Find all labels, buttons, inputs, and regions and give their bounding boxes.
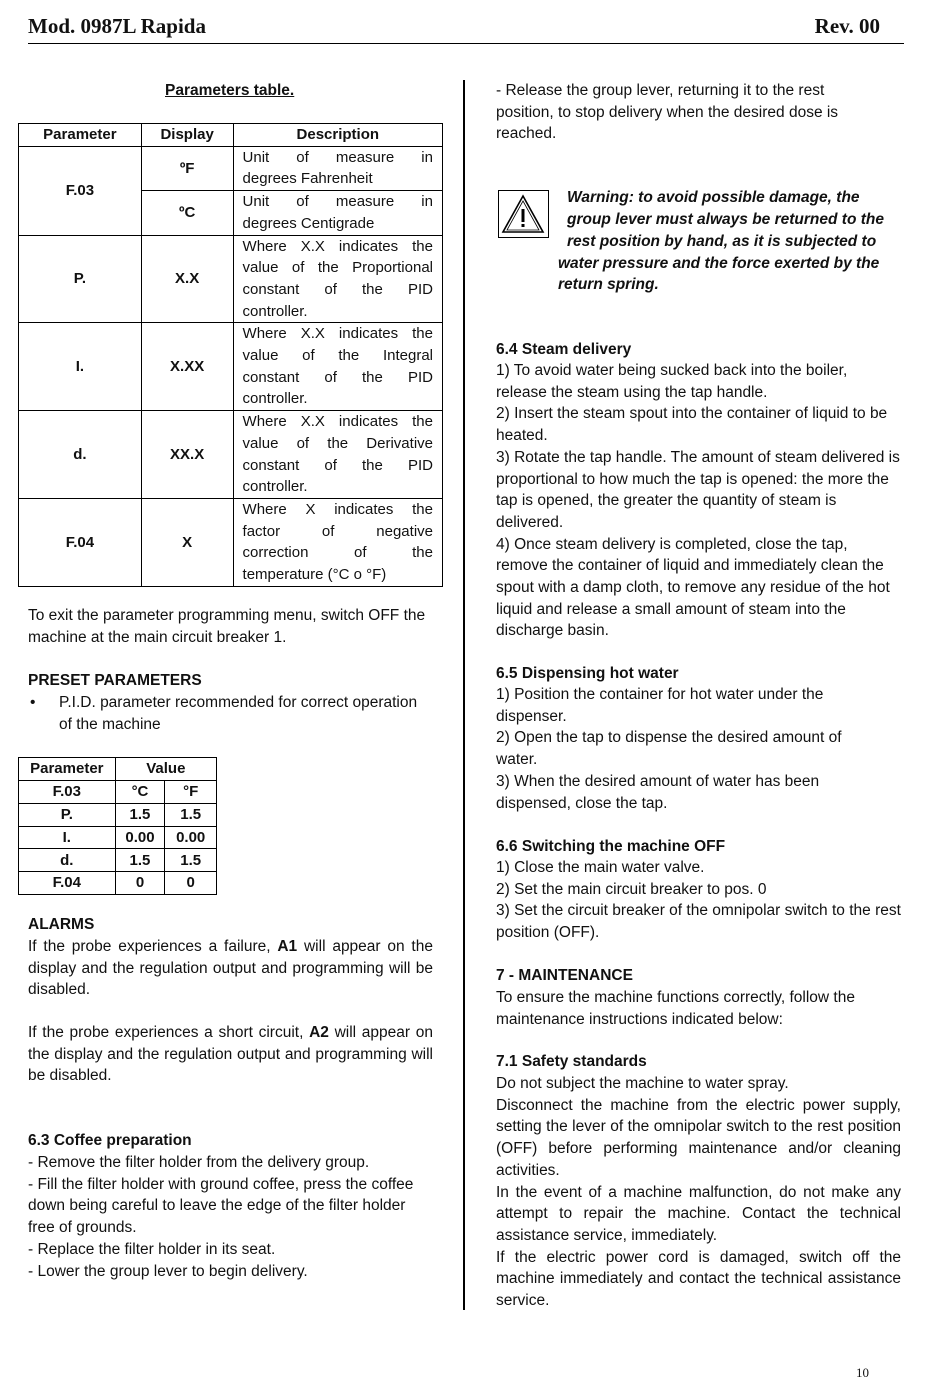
table-row: [19, 781, 217, 804]
list-item: - Remove the filter holder from the delivery group.: [28, 1154, 370, 1171]
page-number: 10: [856, 1365, 869, 1380]
col-header-value: Value: [115, 758, 216, 781]
value-cell: 1.5: [115, 849, 165, 872]
col-header-parameter: Parameter: [19, 124, 142, 147]
switch-off-heading: 6.6 Switching the machine OFF: [496, 838, 726, 855]
unit-cell: °C: [115, 781, 165, 804]
list-item: In the event of a machine malfunction, do not make any attempt to repair the machine. Contact the technical assistance service, immediately.: [496, 1183, 901, 1244]
exit-instructions: To exit the parameter programming menu, switch OFF the machine at the main circuit breaker 1.: [28, 607, 426, 646]
description-cell: Where X.X indicates the value of the Derivative constant of the PID controller.: [233, 411, 442, 499]
param-cell: P.: [19, 803, 116, 826]
column-divider: [463, 80, 465, 1310]
param-cell: F.04: [19, 872, 116, 895]
list-item: 3) When the desired amount of water has been dispensed, close the tap.: [496, 772, 820, 812]
col-header-display: Display: [141, 124, 233, 147]
table-row: [19, 411, 443, 499]
coffee-heading: 6.3 Coffee preparation: [28, 1132, 192, 1149]
alarm-code-a2: A2: [309, 1024, 329, 1041]
display-cell: ºF: [141, 146, 233, 190]
page-header: [28, 14, 904, 44]
param-cell: F.04: [19, 498, 142, 586]
value-cell: 1.5: [115, 803, 165, 826]
table-row: [19, 803, 217, 826]
list-item: 2) Open the tap to dispense the desired amount of water.: [496, 729, 842, 769]
preset-bullet: [28, 692, 428, 735]
display-cell: X: [141, 498, 233, 586]
maintenance-heading: 7 - MAINTENANCE: [496, 967, 633, 984]
safety-text: [496, 1073, 901, 1312]
list-item: 4) Once steam delivery is completed, close the tap, remove the container of liquid and immediately clean the spout with a damp cloth, to remove any residue of the hot liquid and release a small amount of steam into the discharge basin.: [496, 535, 890, 640]
safety-heading: 7.1 Safety standards: [496, 1053, 647, 1070]
release-lever-text: - Release the group lever, returning it to the rest position, to stop delivery when the desired dose is reached.: [496, 82, 839, 143]
preset-bullet-text: P.I.D. parameter recommended for correct operation of the machine: [59, 694, 418, 733]
list-item: - Replace the filter holder in its seat.: [28, 1240, 276, 1258]
description-cell: Where X.X indicates the value of the Integral constant of the PID controller.: [233, 323, 442, 411]
list-item: 1) Close the main water valve.: [496, 859, 705, 876]
display-cell: XX.X: [141, 411, 233, 499]
param-cell: F.03: [19, 146, 142, 235]
display-cell: X.X: [141, 235, 233, 323]
warning-line: Warning: to avoid possible damage, the: [567, 189, 860, 206]
table-row: [19, 872, 217, 895]
list-item: If the electric power cord is damaged, switch off the machine immediately and contact the technical assistance service.: [496, 1248, 901, 1310]
table-row: [19, 146, 443, 190]
hot-water-steps: [496, 684, 881, 814]
description-cell: Unit of measure in degrees Fahrenheit: [233, 146, 442, 190]
col-header-parameter: Parameter: [19, 758, 116, 781]
value-cell: 0.00: [165, 826, 217, 849]
parameters-table-title: Parameters table.: [165, 82, 295, 99]
param-cell: P.: [19, 235, 142, 323]
preset-values-table: [18, 757, 217, 895]
col-header-description: Description: [233, 124, 442, 147]
value-cell: 0: [115, 872, 165, 895]
list-item: - Lower the group lever to begin delivery.: [28, 1262, 308, 1280]
warning-box: [498, 190, 549, 238]
alarms-heading: ALARMS: [28, 916, 95, 933]
alarm-a1-text: If the probe experiences a failure, A1 will appear on the display and the regulation output and programming will be disabled.: [28, 938, 433, 999]
coffee-steps: [28, 1152, 433, 1282]
param-cell: d.: [19, 849, 116, 872]
list-item: 2) Set the main circuit breaker to pos. 0: [496, 880, 767, 898]
maintenance-text: To ensure the machine functions correctly, follow the maintenance instructions indicated below:: [496, 989, 855, 1028]
param-cell: I.: [19, 323, 142, 411]
description-cell: Unit of measure in degrees Centigrade: [233, 191, 442, 235]
parameters-table: [18, 123, 443, 587]
param-cell: I.: [19, 826, 116, 849]
unit-cell: °F: [165, 781, 217, 804]
table-row: [19, 235, 443, 323]
description-cell: Where X indicates the factor of negative correction of the temperature (°C o °F): [233, 498, 442, 586]
warning-line: group lever must always be returned to the: [567, 211, 884, 228]
switch-off-steps: [496, 857, 901, 944]
bullet-icon: •: [30, 694, 36, 711]
alarm-code-a1: A1: [277, 938, 298, 955]
param-cell: d.: [19, 411, 142, 499]
list-item: - Fill the filter holder with ground coffee, press the coffee down being careful to leave the edge of the filter holder free of grounds.: [28, 1175, 414, 1237]
list-item: 2) Insert the steam spout into the container of liquid to be heated.: [496, 405, 888, 445]
value-cell: 1.5: [165, 849, 217, 872]
revision-label: Rev. 00: [814, 14, 880, 38]
warning-line: return spring.: [558, 276, 659, 293]
description-cell: Where X.X indicates the value of the Proportional constant of the PID controller.: [233, 235, 442, 323]
steam-heading: 6.4 Steam delivery: [496, 341, 632, 358]
list-item: Disconnect the machine from the electric power supply, setting the lever of the omnipolar switch to the rest position (OFF) before performing maintenance and/or cleaning activities.: [496, 1096, 901, 1179]
table-row: [19, 826, 217, 849]
table-row: [19, 849, 217, 872]
table-row: [19, 498, 443, 586]
warning-line: rest position by hand, as it is subjected to: [567, 233, 877, 250]
value-cell: 1.5: [165, 803, 217, 826]
display-cell: ºC: [141, 191, 233, 235]
warning-triangle-icon: [499, 191, 547, 236]
preset-heading: PRESET PARAMETERS: [28, 672, 202, 689]
list-item: 3) Rotate the tap handle. The amount of steam delivered is proportional to how much the tap is opened: the more the tap is opened, the greater the quantity of steam is delivered.: [496, 448, 900, 531]
table-row: [19, 323, 443, 411]
value-cell: 0: [165, 872, 217, 895]
list-item: 1) Position the container for hot water under the dispenser.: [496, 686, 824, 725]
display-cell: X.XX: [141, 323, 233, 411]
steam-steps: [496, 360, 901, 642]
list-item: Do not subject the machine to water spray.: [496, 1075, 789, 1092]
value-cell: 0.00: [115, 826, 165, 849]
list-item: 3) Set the circuit breaker of the omnipolar switch to the rest position (OFF).: [496, 902, 901, 942]
model-title: Mod. 0987L Rapida: [28, 14, 206, 38]
alarm-a2-text: If the probe experiences a short circuit, A2 will appear on the display and the regulation output and programming will be disabled.: [28, 1024, 434, 1085]
warning-line: water pressure and the force exerted by the: [558, 255, 880, 272]
hot-water-heading: 6.5 Dispensing hot water: [496, 665, 679, 682]
list-item: 1) To avoid water being sucked back into the boiler, release the steam using the tap handle.: [496, 362, 848, 401]
param-cell: F.03: [19, 781, 116, 804]
